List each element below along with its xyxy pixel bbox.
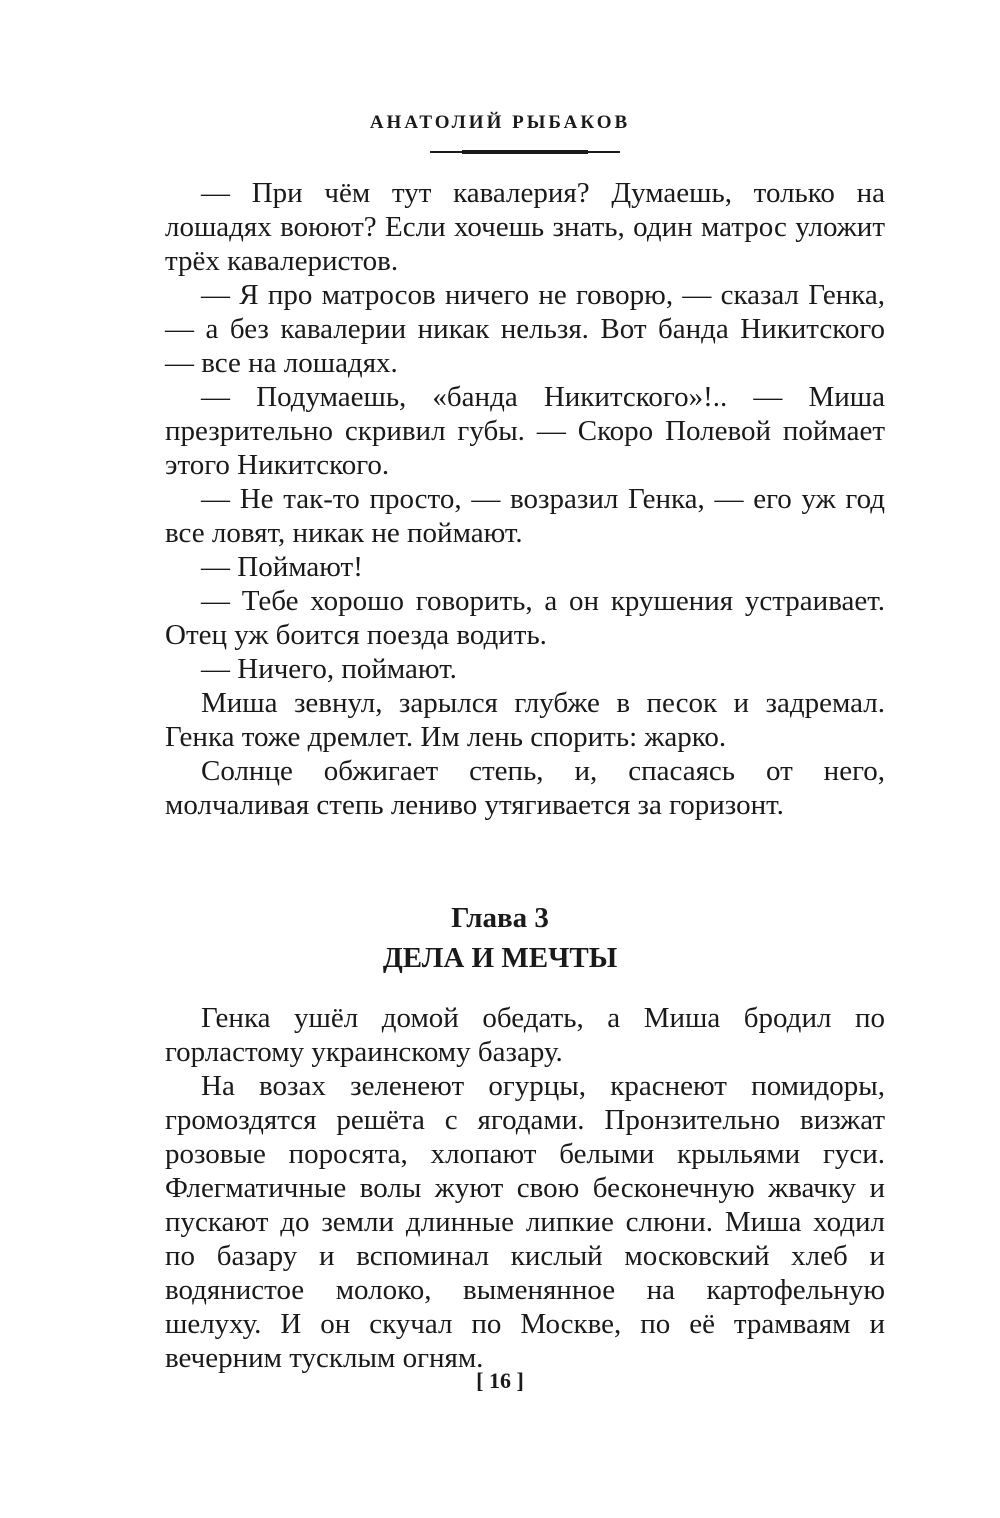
paragraph: — Не так-то просто, — возразил Генка, — его уж год все ловят, никак не поймают. — [165, 483, 885, 549]
paragraph: На возах зеленеют огурцы, краснеют помидоры, громоздятся решёта с ягодами. Пронзительно визжат розовые поросята, хлопают белыми крыльями гуси. Флегматичные волы жуют свою бесконечную жвачку и пускают до земли длинные липкие слюни. Миша ходил по базару и вспоминал кислый московский хлеб и водянистое молоко, выменянное на картофельную шелуху. И он скучал по Москве, по её трамваям и вечерним тусклым огням. — [165, 1070, 885, 1374]
paragraph: — Подумаешь, «банда Никитского»!.. — Миша презрительно скривил губы. — Скоро Полевой поймает этого Никитского. — [165, 381, 885, 481]
text-block-after-chapter — [165, 1001, 885, 1375]
header-rule-accent — [462, 150, 588, 154]
paragraph: — Тебе хорошо говорить, а он крушения устраивает. Отец уж боится поезда водить. — [165, 585, 885, 651]
chapter-number: Глава 3 — [451, 902, 549, 934]
paragraph: Генка ушёл домой обедать, а Миша бродил по горластому украинскому базару. — [165, 1002, 885, 1068]
chapter-title: ДЕЛА И МЕЧТЫ — [382, 942, 618, 974]
paragraph: — При чём тут кавалерия? Думаешь, только на лошадях воюют? Если хочешь знать, один матрос уложит трёх кавалеристов. — [165, 177, 885, 277]
paragraph: — Я про матросов ничего не говорю, — сказал Генка, — а без кавалерии никак нельзя. Вот банда Никитского — все на лошадях. — [165, 279, 885, 379]
paragraph: Солнце обжигает степь, и, спасаясь от него, молчаливая степь лениво утягивается за горизонт. — [165, 755, 885, 821]
paragraph: — Ничего, поймают. — [201, 653, 457, 685]
text-block-before-chapter — [165, 176, 885, 822]
chapter-heading — [0, 898, 1000, 978]
running-head-author: АНАТОЛИЙ РЫБАКОВ — [369, 112, 631, 133]
paragraph: — Поймают! — [201, 551, 363, 583]
paragraph: Миша зевнул, зарылся глубже в песок и задремал. Генка тоже дремлет. Им лень спорить: жарко. — [165, 687, 885, 753]
page-number: [ 16 ] — [476, 1368, 524, 1393]
